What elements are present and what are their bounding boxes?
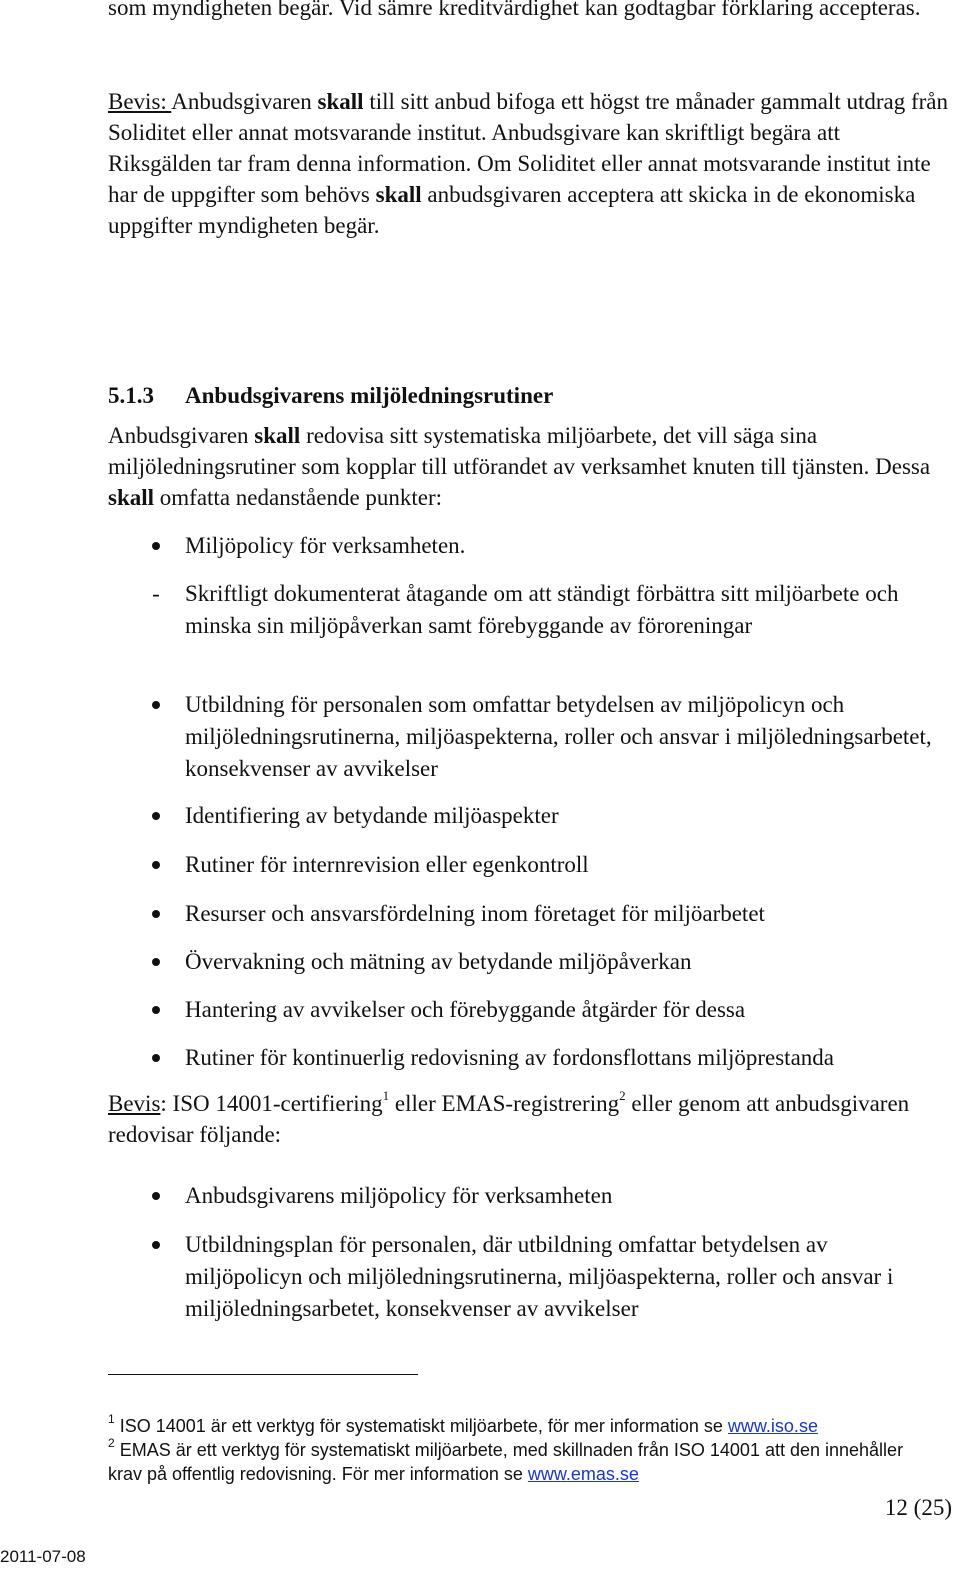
section-number: 5.1.3 xyxy=(108,383,154,408)
section-title: Anbudsgivarens miljöledningsrutiner xyxy=(185,383,554,408)
section-heading xyxy=(108,380,553,411)
footnote-ref-2[interactable]: 2 xyxy=(619,1088,626,1104)
skall-emphasis: skall xyxy=(317,89,364,114)
skall-emphasis: skall xyxy=(108,485,155,510)
bullet-icon xyxy=(146,689,166,721)
bullet-icon xyxy=(146,898,166,930)
skall-emphasis: skall xyxy=(254,423,301,448)
footnote-number: 1 xyxy=(108,1412,115,1426)
footnote-divider xyxy=(108,1374,418,1375)
list-item: - Skriftligt dokumenterat åtagande om att ständigt förbättra sitt miljöarbete och minska sin miljöpåverkan samt förebyggande av föroreningar xyxy=(108,578,948,642)
paragraph-bevis-soliditet: Bevis: Anbudsgivaren skall till sitt anbud bifoga ett högst tre månader gammalt utdrag från Soliditet eller annat motsvarande institut. Anbudsgivare kan skriftligt begära att Riksgälden tar fram denna information. Om Soliditet eller annat motsvarande institut inte har de uppgifter som behövs skall anbudsgivaren acceptera att skicka in de ekonomiska uppgifter myndigheten begär. xyxy=(108,89,949,238)
bullet-icon xyxy=(146,994,166,1026)
list-item: Hantering av avvikelser och förebyggande åtgärder för dessa xyxy=(108,994,948,1026)
paragraph-intro: Anbudsgivaren skall redovisa sitt systematiska miljöarbete, det vill säga sina miljöledningsrutiner som kopplar till utförandet av verksamhet knuten till tjänsten. Dessa skall omfatta nedanstående punkter: xyxy=(108,423,931,510)
bullet-icon xyxy=(146,1229,166,1261)
dash-marker: - xyxy=(152,581,160,606)
emas-link[interactable]: www.emas.se xyxy=(527,1464,639,1484)
footnote-1: $^1$ ISO 14001 är ett verktyg för systematiskt miljöarbete, för mer information se www.iso.se xyxy=(108,1412,818,1436)
skall-emphasis: skall xyxy=(375,182,422,207)
bevis-label: Bevis: xyxy=(108,89,172,114)
list-item: Rutiner för kontinuerlig redovisning av fordonsflottans miljöprestanda xyxy=(108,1042,948,1074)
bullet-icon xyxy=(146,849,166,881)
list-item: Miljöpolicy för verksamheten. xyxy=(108,530,948,562)
document-date: 2011-07-08 xyxy=(0,1547,86,1566)
bevis-label: Bevis xyxy=(108,1091,161,1116)
iso-link[interactable]: www.iso.se xyxy=(727,1416,818,1436)
list-item: Resurser och ansvarsfördelning inom företaget för miljöarbetet xyxy=(108,898,948,930)
bullet-icon xyxy=(146,800,166,832)
bullet-icon xyxy=(146,946,166,978)
bullet-icon xyxy=(146,530,166,562)
list-item: Utbildningsplan för personalen, där utbildning omfattar betydelsen av miljöpolicyn och miljöledningsrutinerna, miljöaspekterna, roller och ansvar i miljöledningsarbetet, konsekvenser av avvikelser xyxy=(108,1229,948,1325)
footnote-ref-1[interactable]: 1 xyxy=(382,1088,390,1104)
bullet-icon xyxy=(146,1042,166,1074)
list-item: Anbudsgivarens miljöpolicy för verksamheten xyxy=(108,1180,948,1212)
list-item: Övervakning och mätning av betydande miljöpåverkan xyxy=(108,946,948,978)
list-item: Identifiering av betydande miljöaspekter xyxy=(108,800,948,832)
footnote-2: $^2$ EMAS är ett verktyg för systematiskt miljöarbete, med skillnaden från ISO 14001 att den innehåller krav på offentlig redovisning. För mer information se www.emas.se xyxy=(108,1436,904,1484)
bullet-icon xyxy=(146,1180,166,1212)
page-number: 12 (25) xyxy=(884,1495,952,1520)
paragraph-bevis-certifiering: Bevis: ISO 14001-certifiering$^1$ eller EMAS-registrering$^2$ eller genom att anbudsgivaren redovisar följande: xyxy=(108,1088,910,1147)
list-item: Utbildning för personalen som omfattar betydelsen av miljöpolicyn och miljöledningsrutinerna, miljöaspekterna, roller och ansvar i miljöledningsarbetet, konsekvenser av avvikelser xyxy=(108,689,948,785)
footnote-number: 2 xyxy=(108,1436,115,1450)
list-item: Rutiner för internrevision eller egenkontroll xyxy=(108,849,948,881)
paragraph-credit-end: som myndigheten begär. Vid sämre kreditvärdighet kan godtagbar förklaring accepteras. xyxy=(108,0,921,20)
